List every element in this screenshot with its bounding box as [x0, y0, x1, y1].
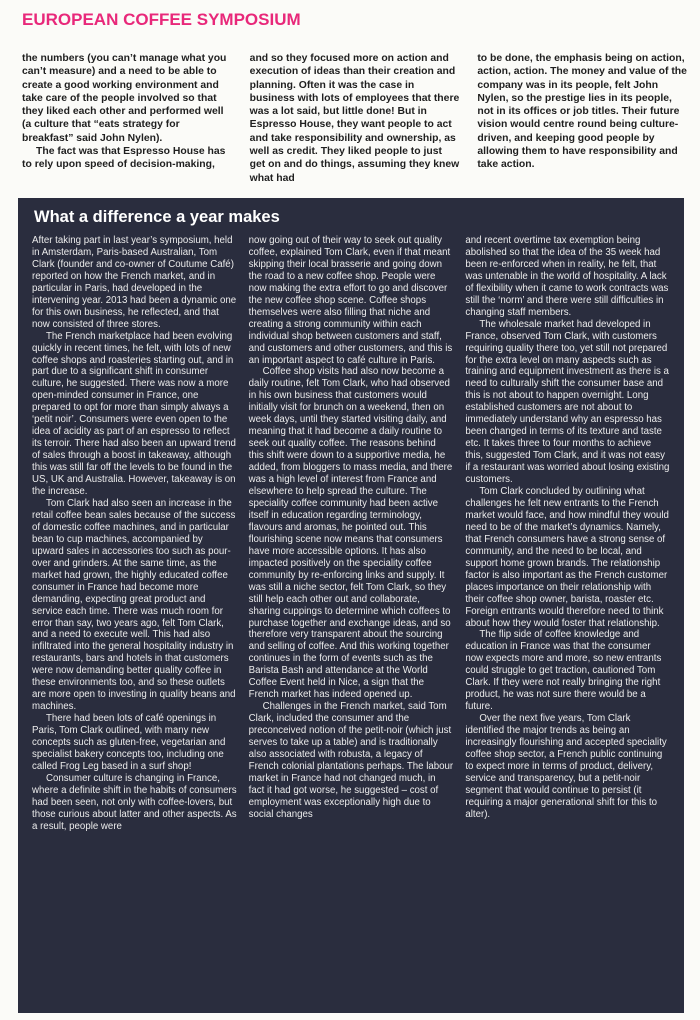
sidebar-column-3 [465, 235, 670, 833]
intro-paragraph: the numbers (you can’t manage what you can’t measure) and a need to be able to create a good working environment and take care of the people involved so that they liked each other and performed well (a culture that “eats strategy for breakfast” said John Nylen). [22, 53, 227, 144]
sidebar-paragraph: Coffee shop visits had also now become a daily routine, felt Tom Clark, who had observed in his own business that customers would initially visit for brunch on a weekend, then on week days, until they started visiting daily, and meaning that it had become a daily routine to seek out quality coffee. The reasons behind this shift were down to a supportive media, he added, from bloggers to mass media, and there was a high level of interest from France and elsewhere to help spread the culture. The speciality coffee community had been active itself in education regarding terminology, flavours and aromas, he pointed out. This flourishing scene now means that consumers have more accessible options. It has also impacted positively on the speciality coffee community by re-enforcing links and supply. It was still a niche sector, felt Tom Clark, so they still help each other out and collaborate, sharing cuppings to determine which coffees to purchase together and exchange ideas, and so therefore very transparent about the sourcing and selling of coffee. And this working together continues in the form of events such as the Barista Bash and attendance at the World Coffee Event held in Nice, a sign that the French market has indeed opened up. [248, 366, 453, 701]
sidebar-paragraph: Challenges in the French market, said Tom Clark, included the consumer and the preconceived notion of the petit-noir (which just serves to take up a table) and is traditionally also associated with robusta, a legacy of French colonial plantations perhaps. The labour market in France had not changed much, in fact it had got worse, he suggested – cost of employment was exceptionally high due to social changes [248, 701, 454, 820]
intro-column-3 [477, 52, 687, 185]
intro-paragraph: The fact was that Espresso House has to rely upon speed of decision-making, [22, 146, 226, 171]
intro-paragraph: to be done, the emphasis being on action, action, action. The money and value of the company was in its people, felt John Nylen, so the prestige lies in its people, not in its offices or job titles. Their future vision would centre round being culture-driven, and keeping good people by allowing them to have responsibility and take action. [477, 53, 687, 171]
intro-column-2 [250, 52, 460, 185]
sidebar-title: What a difference a year makes [34, 208, 280, 226]
intro-column-1 [22, 52, 232, 185]
sidebar-columns [32, 235, 670, 833]
page-header: EUROPEAN COFFEE SYMPOSIUM [22, 10, 301, 29]
sidebar-paragraph: now going out of their way to seek out quality coffee, explained Tom Clark, even if that meant skipping their local brasserie and going down the road to a new coffee shop. People were now making the extra effort to go and discover the new coffee shop scene. Coffee shops themselves were also filling that niche and creating a strong community within each individual shop between customers and staff, and customers and other customers, and this is an important aspect to café culture in Paris. [248, 235, 453, 366]
intro-columns [22, 52, 687, 185]
sidebar-paragraph: Over the next five years, Tom Clark identified the major trends as being an increasingly flourishing and accepted speciality coffee shop sector, a French public continuing to expect more in terms of product, delivery, service and transparency, but a petit-noir segment that would continue to persist (it requiring a major generational shift for this to alter). [465, 713, 667, 820]
sidebar-column-2 [249, 235, 454, 833]
sidebar-article-box [18, 198, 684, 1013]
sidebar-paragraph: The wholesale market had developed in France, observed Tom Clark, with customers requiring quality there too, yet still not prepared for the extra level on many aspects such as training and equipment investment as there is a need to culturally shift the consumer base and this is not about to happen overnight. Long established customers are not about to immediately understand why an espresso has been changed in terms of its texture and taste etc. It takes three to four months to achieve this, suggested Tom Clark, and it was not easy if a restaurant was worried about losing existing customers. [465, 318, 670, 486]
intro-paragraph: and so they focused more on action and execution of ideas than their creation and planning. Often it was the case in business with lots of employees that there was a lot said, but little done! But in Espresso House, they want people to act and take responsibility and ownership, as well as credit. They liked people to just get on and do things, assuming they knew what had [249, 53, 460, 184]
sidebar-paragraph: Consumer culture is changing in France, where a definite shift in the habits of consumers had been seen, not only with coffee-lovers, but those curious about latter and other aspects. As a result, people were [32, 772, 237, 832]
sidebar-paragraph: and recent overtime tax exemption being abolished so that the idea of the 35 week had been re-enforced when in reality, he felt, that was untenable in the world of hospitality. A lack of flexibility when it came to work contracts was still the ‘norm’ and there were still difficulties in changing staff members. [465, 235, 669, 318]
sidebar-paragraph: The flip side of coffee knowledge and education in France was that the consumer now expects more and more, so new entrants could struggle to get traction, cautioned Tom Clark. If they were not really bringing the right product, he was not sure there would be a future. [465, 629, 662, 713]
sidebar-paragraph: Tom Clark had also seen an increase in the retail coffee bean sales because of the success of domestic coffee machines, and in particular bean to cup machines, accompanied by upward sales in accessories too such as pour-over and grinders. At the same time, as the market had grown, the highly educated coffee consumer in France had become more demanding, expecting great product and service each time. There was much room for error than say, two years ago, felt Tom Clark, and a need to execute well. This had also infiltrated into the general hospitality industry in restaurants, bars and hotels in that customers were now demanding better quality coffee in these environments too, and so these outlets are more open to investing in quality beans and machines. [32, 497, 236, 713]
sidebar-paragraph: Tom Clark concluded by outlining what challenges he felt new entrants to the French market would face, and how mindful they would need to be of the market’s dynamics. Namely, that French consumers have a strong sense of community, and the need to be local, and support home grown brands. The relationship factor is also important as the French customer places importance on their relationship with their coffee shop owner, barista, roaster etc. Foreign entrants would therefore need to think about how they would foster that relationship. [465, 486, 669, 629]
sidebar-paragraph: The French marketplace had been evolving quickly in recent times, he felt, with lots of new coffee shops and roasteries starting out, and in part due to a significant shift in consumer culture, he suggested. There was now a more open-minded consumer in France, one prepared to opt for more than simply always a ‘petit noir’. Consumers were even open to the idea of acidity as part of an espresso to reflect its terroir. There had also been an upward trend of sales through a boost in takeaway, although this was still far off the levels to be found in the US, UK and Australia. However, takeaway is on the increase. [32, 330, 236, 498]
sidebar-column-1 [32, 235, 237, 833]
sidebar-paragraph: There had been lots of café openings in Paris, Tom Clark outlined, with many new concepts such as gluten-free, vegetarian and specialist bakery concepts too, including one called Frog Leg based in a surf shop! [32, 713, 226, 772]
sidebar-paragraph: After taking part in last year’s symposium, held in Amsterdam, Paris-based Australian, Tom Clark (founder and co-owner of Coutume Café) reported on how the French market, and in particular in Paris, had developed in the intervening year. 2013 had been a dynamic one for this own business, he reflected, and that now consisted of three stores. [32, 235, 237, 330]
